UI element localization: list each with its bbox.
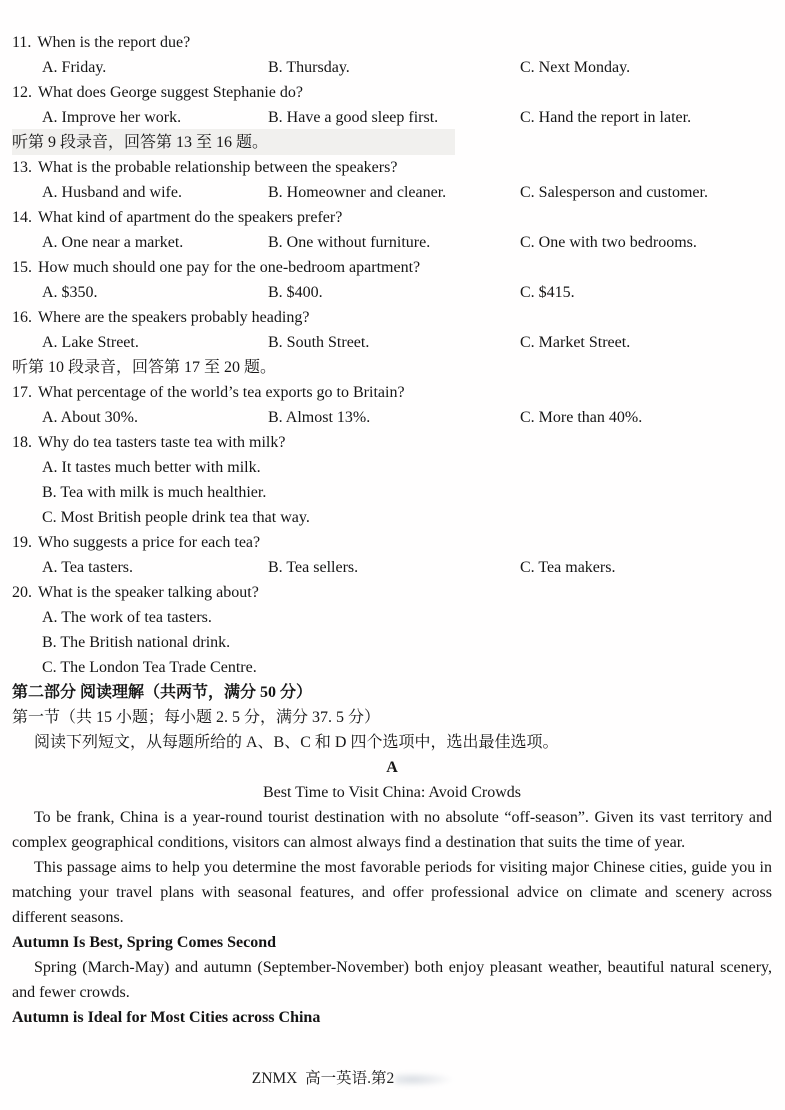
question-13-options	[12, 180, 772, 205]
question-17-options	[12, 405, 772, 430]
note-text: 听第 10 段录音，回答第 17 至 20 题。	[12, 359, 277, 376]
question-text: Who suggests a price for each tea?	[38, 534, 261, 551]
option-c: C. Market Street.	[520, 334, 631, 351]
question-number: 12.	[12, 84, 32, 101]
listening-note-9	[12, 130, 772, 155]
question-11-stem	[12, 30, 772, 55]
passage-label: A	[386, 759, 398, 776]
question-text: What kind of apartment do the speakers prefer?	[38, 209, 343, 226]
passage-paragraph-3: Spring (March-May) and autumn (September-November) both enjoy pleasant weather, beautiful natural scenery, and fewer crowds.	[12, 959, 772, 1001]
question-text: Why do tea tasters taste tea with milk?	[38, 434, 286, 451]
question-19-options	[12, 555, 772, 580]
option-b: B. Almost 13%.	[268, 409, 371, 426]
erased-page-number-smudge	[395, 1072, 453, 1087]
option-a: A. Improve her work.	[42, 109, 182, 126]
question-text: Where are the speakers probably heading?	[38, 309, 310, 326]
option-a: A. Husband and wife.	[42, 184, 182, 201]
option-b: B. $400.	[268, 284, 323, 301]
option-c: C. Next Monday.	[520, 59, 631, 76]
question-text: What percentage of the world’s tea exports go to Britain?	[38, 384, 405, 401]
question-text: What does George suggest Stephanie do?	[38, 84, 303, 101]
question-19-stem	[12, 530, 772, 555]
option-a: A. It tastes much better with milk.	[42, 459, 261, 476]
reading-instruction: 阅读下列短文，从每题所给的 A、B、C 和 D 四个选项中，选出最佳选项。	[34, 734, 559, 751]
option-a: A. Friday.	[42, 59, 107, 76]
option-c: C. Most British people drink tea that way.	[42, 509, 310, 526]
question-14-stem	[12, 205, 772, 230]
option-a: A. The work of tea tasters.	[42, 609, 212, 626]
option-a: A. One near a market.	[42, 234, 184, 251]
question-number: 17.	[12, 384, 32, 401]
passage-paragraph-1: To be frank, China is a year-round tourist destination with no absolute “off-season”. Given its vast territory and complex geographical conditions, visitors can almost always find a destination that suits the time of year.	[12, 809, 772, 851]
option-a: A. $350.	[42, 284, 98, 301]
question-number: 15.	[12, 259, 32, 276]
question-number: 11.	[12, 34, 32, 51]
option-b: B. The British national drink.	[42, 634, 231, 651]
page-footer	[0, 1066, 785, 1088]
option-a: A. About 30%.	[42, 409, 138, 426]
question-12-options	[12, 105, 772, 130]
option-c: C. Tea makers.	[520, 559, 616, 576]
question-12-stem	[12, 80, 772, 105]
option-b: B. South Street.	[268, 334, 370, 351]
option-b: B. One without furniture.	[268, 234, 431, 251]
question-16-stem	[12, 305, 772, 330]
question-number: 19.	[12, 534, 32, 551]
option-c: C. $415.	[520, 284, 575, 301]
listening-note-10	[12, 355, 772, 380]
question-number: 14.	[12, 209, 32, 226]
question-15-stem	[12, 255, 772, 280]
question-14-options	[12, 230, 772, 255]
option-c: C. One with two bedrooms.	[520, 234, 697, 251]
option-a: A. Lake Street.	[42, 334, 139, 351]
question-text: What is the probable relationship between the speakers?	[38, 159, 398, 176]
option-b: B. Thursday.	[268, 59, 350, 76]
question-text: When is the report due?	[37, 34, 191, 51]
question-15-options	[12, 280, 772, 305]
question-text: What is the speaker talking about?	[38, 584, 259, 601]
option-b: B. Homeowner and cleaner.	[268, 184, 447, 201]
question-number: 20.	[12, 584, 32, 601]
part2-heading: 第二部分 阅读理解（共两节，满分 50 分）	[12, 684, 313, 701]
question-17-stem	[12, 380, 772, 405]
question-16-options	[12, 330, 772, 355]
footer-text: ZNMX 高一英语.第2	[251, 1070, 395, 1087]
option-b: B. Tea with milk is much healthier.	[42, 484, 267, 501]
question-number: 18.	[12, 434, 32, 451]
question-text: How much should one pay for the one-bedroom apartment?	[38, 259, 421, 276]
question-13-stem	[12, 155, 772, 180]
option-c: C. Hand the report in later.	[520, 109, 692, 126]
section1-line: 第一节（共 15 小题；每小题 2. 5 分，满分 37. 5 分）	[12, 709, 381, 726]
passage-paragraph-2: This passage aims to help you determine the most favorable periods for visiting major Chinese cities, guide you in matching your travel plans with seasonal features, and offer professional advice on climate and scenery across different seasons.	[12, 859, 772, 926]
passage-subheading-1: Autumn Is Best, Spring Comes Second	[12, 934, 277, 951]
question-20-stem	[12, 580, 772, 605]
question-11-options	[12, 55, 772, 80]
option-b: B. Tea sellers.	[268, 559, 359, 576]
option-c: C. The London Tea Trade Centre.	[42, 659, 257, 676]
option-c: C. Salesperson and customer.	[520, 184, 708, 201]
option-b: B. Have a good sleep first.	[268, 109, 439, 126]
passage-title: Best Time to Visit China: Avoid Crowds	[262, 784, 522, 801]
question-18-stem	[12, 430, 772, 455]
question-number: 13.	[12, 159, 32, 176]
option-c: C. More than 40%.	[520, 409, 643, 426]
option-a: A. Tea tasters.	[42, 559, 133, 576]
note-text: 听第 9 段录音，回答第 13 至 16 题。	[12, 134, 269, 151]
question-number: 16.	[12, 309, 32, 326]
passage-subheading-2: Autumn is Ideal for Most Cities across China	[12, 1009, 321, 1026]
